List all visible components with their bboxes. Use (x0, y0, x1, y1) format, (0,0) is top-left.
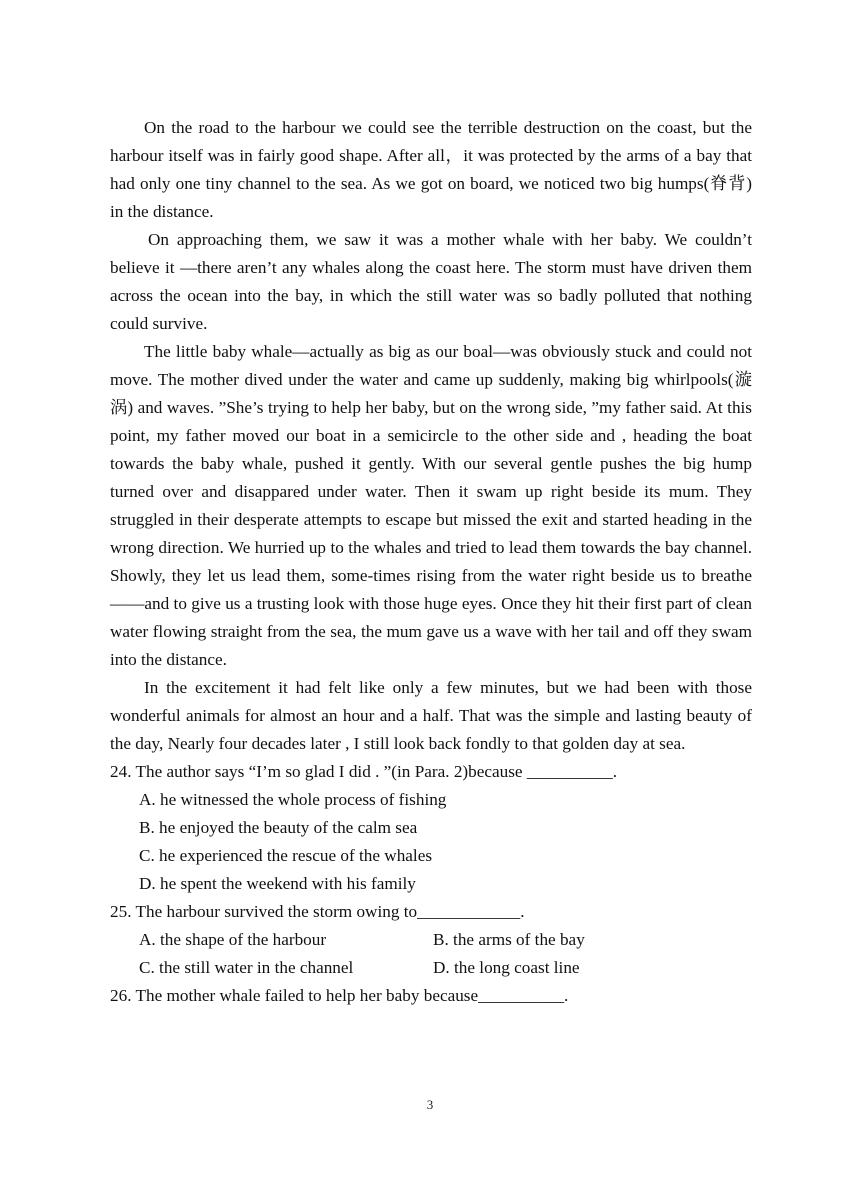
question-25-stem: 25. The harbour survived the storm owing to____________. (110, 902, 525, 921)
question-25 (110, 898, 752, 982)
paragraph-1: On the road to the harbour we could see the terrible destruction on the coast, but the harbour itself was in fairly good shape. After all，it was protected by the arms of a bay that had only one tiny channel to the sea. As we got on board, we noticed two big humps(脊背) in the distance. (110, 118, 752, 221)
question-24-option-c: C. he experienced the rescue of the whales (139, 846, 433, 865)
question-25-option-c: C. the still water in the channel (139, 958, 354, 977)
page-number: 3 (426, 1097, 434, 1112)
question-25-option-b: B. the arms of the bay (433, 930, 585, 949)
paragraph-3: The little baby whale—actually as big as our boal—was obviously stuck and could not move. The mother dived under the water and came up suddenly, making big whirlpools(漩涡) and waves. ”She’s trying to help her baby, but on the wrong side, ”my father said. At this point, my father moved our boat in a semicircle to the other side and , heading the boat towards the baby whale, pushed it gently. With our several gentle pushes the big hump turned over and disappared under water. Then it swam up right beside its mum. They struggled in their desperate attempts to escape but missed the exit and started heading in the wrong direction. We hurried up to the whales and tried to lead them towards the bay channel. Showly, they let us lead them, some-times rising from the water right beside us to breathe——and to give us a trusting look with those huge eyes. Once they hit their first part of clean water flowing straight from the sea, the mum gave us a wave with her tail and off they swam into the distance. (110, 342, 752, 669)
paragraph-4: In the excitement it had felt like only a few minutes, but we had been with those wonderful animals for almost an hour and a half. That was the simple and lasting beauty of the day, Nearly four decades later , I still look back fondly to that golden day at sea. (110, 678, 752, 753)
question-25-option-a: A. the shape of the harbour (139, 930, 327, 949)
question-25-options-row-2 (110, 954, 752, 982)
question-24 (110, 758, 752, 898)
question-25-options-row-1 (110, 926, 752, 954)
paragraph-2: On approaching them, we saw it was a mother whale with her baby. We couldn’t believe it —there aren’t any whales along the coast here. The storm must have driven them across the ocean into the bay, in which the still water was so badly polluted that nothing could survive. (110, 230, 752, 333)
question-26-stem: 26. The mother whale failed to help her baby because__________. (110, 986, 569, 1005)
question-24-option-d: D. he spent the weekend with his family (139, 874, 416, 893)
document-body (110, 114, 752, 1010)
question-26 (110, 982, 752, 1010)
question-24-option-a: A. he witnessed the whole process of fishing (139, 790, 447, 809)
question-25-option-d: D. the long coast line (433, 958, 580, 977)
question-24-option-b: B. he enjoyed the beauty of the calm sea (139, 818, 418, 837)
question-24-stem: 24. The author says “I’m so glad I did . ”(in Para. 2)because __________. (110, 762, 618, 781)
